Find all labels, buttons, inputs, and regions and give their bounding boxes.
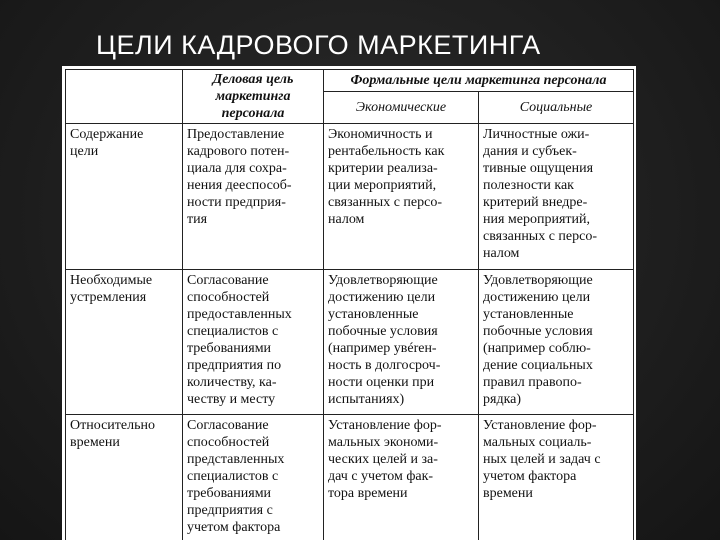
header-formal-goals: Формальные цели маркетинга персонала bbox=[324, 70, 634, 92]
cell-business: Согласование способностей представленных специалистов с требованиями предприятия с учетом фактора bbox=[183, 415, 324, 540]
cell-economic: Удовлетворяющие достижению цели установленные побочные условия (например увérен- ность в долгосроч- ности оценки при испытаниях) bbox=[324, 270, 479, 415]
header-social: Социальные bbox=[479, 91, 634, 123]
cell-business: Предоставление кадрового потен- циала для сохра- нения дееспособ- ности предприя- тия bbox=[183, 124, 324, 270]
cell-social: Установление фор- мальных социаль- ных целей и задач с учетом фактора времени bbox=[479, 415, 634, 540]
marketing-goals-table bbox=[65, 69, 634, 540]
row-label: Содержание цели bbox=[66, 124, 183, 270]
corner-cell bbox=[66, 70, 183, 124]
table-row bbox=[66, 415, 634, 540]
table-row bbox=[66, 124, 634, 270]
table-row bbox=[66, 270, 634, 415]
cell-social: Личностные ожи- дания и субъек- тивные ощущения полезности как критерий внедре- ния мероприятий, связанных с персо- налом bbox=[479, 124, 634, 270]
document-image bbox=[62, 66, 636, 540]
cell-social: Удовлетворяющие достижению цели установленные побочные условия (например соблю- дение социальных правил правопо- рядка) bbox=[479, 270, 634, 415]
slide-title: ЦЕЛИ КАДРОВОГО МАРКЕТИНГА bbox=[96, 30, 541, 60]
cell-economic: Установление фор- мальных экономи- ческих целей и за- дач с учетом фак- тора времени bbox=[324, 415, 479, 540]
cell-economic: Экономичность и рентабельность как критерии реализа- ции мероприятий, связанных с персо- налом bbox=[324, 124, 479, 270]
header-economic: Экономические bbox=[324, 91, 479, 123]
header-business-goal: Деловая цель маркетинга персонала bbox=[183, 70, 324, 124]
row-label: Необходимые устремления bbox=[66, 270, 183, 415]
row-label: Относительно времени bbox=[66, 415, 183, 540]
cell-business: Согласование способностей предоставленных специалистов с требованиями предприятия по количеству, ка- честву и месту bbox=[183, 270, 324, 415]
